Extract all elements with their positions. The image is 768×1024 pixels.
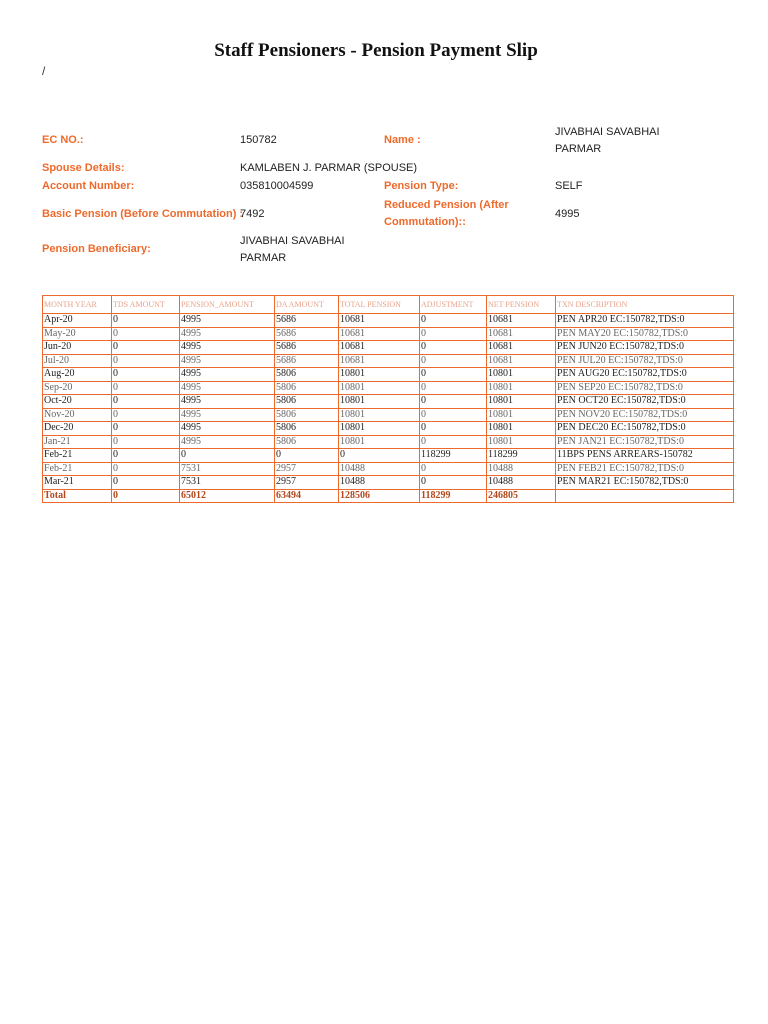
reduced-pension-label (384, 197, 509, 231)
table-cell: 7531 (180, 462, 275, 476)
table-cell: 10801 (339, 368, 420, 382)
table-row (43, 476, 734, 490)
total-cell: Total (43, 489, 112, 503)
table-cell: 4995 (180, 354, 275, 368)
table-cell: 0 (112, 341, 180, 355)
table-cell: PEN OCT20 EC:150782,TDS:0 (556, 395, 734, 409)
table-cell: 0 (112, 462, 180, 476)
table-cell: 0 (112, 395, 180, 409)
page-title: Staff Pensioners - Pension Payment Slip (214, 40, 538, 61)
table-cell: 10801 (339, 408, 420, 422)
table-cell: 0 (420, 462, 487, 476)
table-cell: 10681 (339, 327, 420, 341)
table-cell: 10801 (487, 435, 556, 449)
table-cell: PEN MAR21 EC:150782,TDS:0 (556, 476, 734, 490)
table-cell: 5806 (275, 381, 339, 395)
name-line-1: JIVABHAI SAVABHAI (555, 126, 660, 138)
column-header: TXN DESCRIPTION (556, 296, 734, 314)
table-cell: 5686 (275, 314, 339, 328)
table-cell: 2957 (275, 462, 339, 476)
path-marker: / (42, 64, 46, 78)
table-cell: 0 (275, 449, 339, 463)
table-cell: 0 (420, 435, 487, 449)
table-cell: Jul-20 (43, 354, 112, 368)
table-cell: 0 (180, 449, 275, 463)
table-cell: 10681 (339, 341, 420, 355)
column-header: NET PENSION (487, 296, 556, 314)
table-cell: Dec-20 (43, 422, 112, 436)
table-cell: 118299 (487, 449, 556, 463)
table-row (43, 422, 734, 436)
name-label: Name : (384, 134, 421, 146)
table-cell: 10681 (339, 314, 420, 328)
table-cell: 0 (339, 449, 420, 463)
reduced-label-line-1: Reduced Pension (After (384, 199, 509, 211)
table-cell: 5686 (275, 327, 339, 341)
table-cell: 10801 (339, 435, 420, 449)
reduced-pension-value: 4995 (555, 208, 580, 220)
column-header: DA AMOUNT (275, 296, 339, 314)
table-cell: 10681 (487, 354, 556, 368)
table-cell: 10801 (487, 408, 556, 422)
table-row (43, 354, 734, 368)
table-cell: 10681 (487, 314, 556, 328)
table-cell: Mar-21 (43, 476, 112, 490)
table-cell: 10801 (487, 368, 556, 382)
table-cell: 10681 (339, 354, 420, 368)
table-cell: 10801 (339, 422, 420, 436)
beneficiary-line-2: PARMAR (240, 252, 287, 264)
name-value (555, 124, 660, 158)
table-cell: 10801 (339, 381, 420, 395)
name-line-2: PARMAR (555, 143, 602, 155)
basic-pension-label: Basic Pension (Before Commutation) : (42, 208, 244, 220)
table-cell: 0 (420, 314, 487, 328)
table-cell: Oct-20 (43, 395, 112, 409)
table-cell: 4995 (180, 395, 275, 409)
table-cell: 118299 (420, 449, 487, 463)
table-cell: 0 (112, 435, 180, 449)
pension-type-label: Pension Type: (384, 180, 459, 192)
payment-table (42, 295, 734, 503)
total-cell: 128506 (339, 489, 420, 503)
table-cell: 10801 (487, 381, 556, 395)
table-cell: 0 (420, 395, 487, 409)
table-cell: Apr-20 (43, 314, 112, 328)
table-cell: Sep-20 (43, 381, 112, 395)
table-cell: 10801 (487, 422, 556, 436)
table-cell: 5806 (275, 408, 339, 422)
table-row (43, 395, 734, 409)
table-cell: PEN DEC20 EC:150782,TDS:0 (556, 422, 734, 436)
table-cell: 4995 (180, 408, 275, 422)
table-row (43, 449, 734, 463)
table-cell: 10801 (339, 395, 420, 409)
table-cell: 5806 (275, 368, 339, 382)
reduced-label-line-2: Commutation):: (384, 216, 466, 228)
table-cell: Jun-20 (43, 341, 112, 355)
table-cell: 4995 (180, 327, 275, 341)
table-cell: 0 (420, 354, 487, 368)
table-cell: 7531 (180, 476, 275, 490)
table-cell: PEN JAN21 EC:150782,TDS:0 (556, 435, 734, 449)
table-cell: 10488 (487, 476, 556, 490)
table-cell: 0 (420, 341, 487, 355)
table-cell: 0 (420, 408, 487, 422)
table-row (43, 408, 734, 422)
table-cell: 4995 (180, 341, 275, 355)
total-cell: 0 (112, 489, 180, 503)
table-cell: 10681 (487, 327, 556, 341)
table-cell: May-20 (43, 327, 112, 341)
table-cell: PEN JUN20 EC:150782,TDS:0 (556, 341, 734, 355)
total-cell: 246805 (487, 489, 556, 503)
table-cell: PEN APR20 EC:150782,TDS:0 (556, 314, 734, 328)
table-cell: 0 (112, 422, 180, 436)
table-cell: 5806 (275, 435, 339, 449)
total-cell (556, 489, 734, 503)
basic-pension-value: 7492 (240, 208, 265, 220)
pension-type-value: SELF (555, 180, 583, 192)
total-cell: 118299 (420, 489, 487, 503)
table-cell: 0 (420, 476, 487, 490)
table-cell: PEN NOV20 EC:150782,TDS:0 (556, 408, 734, 422)
column-header: TDS AMOUNT (112, 296, 180, 314)
column-header: ADJUSTMENT (420, 296, 487, 314)
table-row (43, 327, 734, 341)
table-cell: PEN JUL20 EC:150782,TDS:0 (556, 354, 734, 368)
table-cell: 10681 (487, 341, 556, 355)
table-cell: 0 (112, 381, 180, 395)
table-row (43, 462, 734, 476)
table-cell: 5806 (275, 422, 339, 436)
table-cell: Jan-21 (43, 435, 112, 449)
table-cell: 10488 (339, 462, 420, 476)
spouse-label: Spouse Details: (42, 162, 125, 174)
table-cell: 4995 (180, 435, 275, 449)
table-cell: 2957 (275, 476, 339, 490)
beneficiary-label: Pension Beneficiary: (42, 243, 151, 255)
table-cell: PEN AUG20 EC:150782,TDS:0 (556, 368, 734, 382)
table-row (43, 381, 734, 395)
table-cell: Nov-20 (43, 408, 112, 422)
table-cell: 0 (420, 381, 487, 395)
account-value: 035810004599 (240, 180, 314, 192)
table-cell: 5686 (275, 341, 339, 355)
table-cell: 0 (112, 314, 180, 328)
table-cell: 0 (420, 327, 487, 341)
table-cell: 0 (112, 354, 180, 368)
table-cell: 0 (112, 408, 180, 422)
table-row (43, 435, 734, 449)
beneficiary-value (240, 233, 345, 267)
column-header: TOTAL PENSION (339, 296, 420, 314)
table-row (43, 314, 734, 328)
total-cell: 65012 (180, 489, 275, 503)
table-cell: 10488 (339, 476, 420, 490)
table-cell: 10801 (487, 395, 556, 409)
table-cell: 4995 (180, 422, 275, 436)
spouse-value: KAMLABEN J. PARMAR (SPOUSE) (240, 162, 418, 174)
table-cell: 5686 (275, 354, 339, 368)
table-cell: 4995 (180, 368, 275, 382)
table-cell: PEN SEP20 EC:150782,TDS:0 (556, 381, 734, 395)
table-cell: 0 (420, 422, 487, 436)
column-header: MONTH YEAR (43, 296, 112, 314)
table-cell: Feb-21 (43, 462, 112, 476)
table-cell: 11BPS PENS ARREARS-150782 (556, 449, 734, 463)
table-row (43, 368, 734, 382)
table-cell: 0 (420, 368, 487, 382)
ec-no-label: EC NO.: (42, 134, 84, 146)
table-cell: 4995 (180, 381, 275, 395)
table-cell: 10488 (487, 462, 556, 476)
table-header-row (43, 296, 734, 314)
account-label: Account Number: (42, 180, 135, 192)
table-cell: PEN MAY20 EC:150782,TDS:0 (556, 327, 734, 341)
table-cell: Aug-20 (43, 368, 112, 382)
table-cell: 4995 (180, 314, 275, 328)
table-row (43, 341, 734, 355)
table-cell: 0 (112, 368, 180, 382)
total-cell: 63494 (275, 489, 339, 503)
total-row (43, 489, 734, 503)
table-cell: 0 (112, 449, 180, 463)
table-cell: PEN FEB21 EC:150782,TDS:0 (556, 462, 734, 476)
table-cell: 0 (112, 476, 180, 490)
column-header: PENSION_AMOUNT (180, 296, 275, 314)
beneficiary-line-1: JIVABHAI SAVABHAI (240, 235, 345, 247)
table-cell: 5806 (275, 395, 339, 409)
table-cell: Feb-21 (43, 449, 112, 463)
table-cell: 0 (112, 327, 180, 341)
ec-no-value: 150782 (240, 134, 277, 146)
